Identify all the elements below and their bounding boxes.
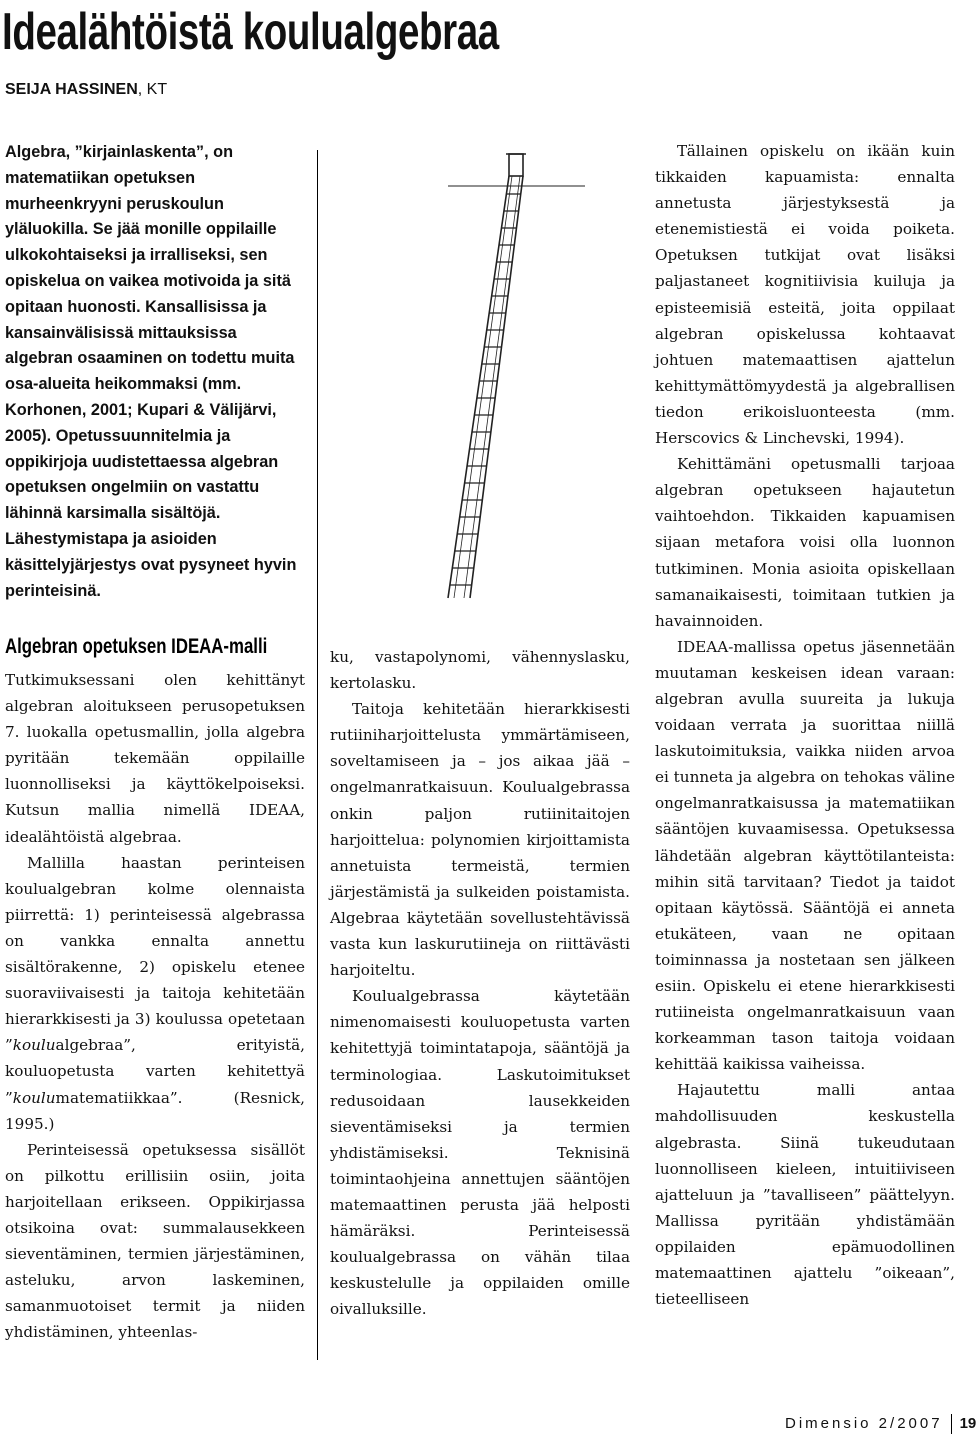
article-lead: [5, 140, 305, 604]
body-column-3: [655, 138, 955, 1312]
text-run: matematiikkaa”. (Resnick, 1995.): [5, 1088, 305, 1133]
paragraph: IDEAA-mallissa opetus jäsennetään muutaman keskeisen idean varaan: algebran avulla suureita ja lukuja voidaan verrata ja suorittaa niillä laskutoimituksia, vaikka niiden arvoa ei tunneta ja algebra on tehokas väline ongelmanratkaisussa ja matematiikan sääntöjen kuvaamisessa. Opetuksessa lähdetään algebran käyttötilanteista: mihin sitä tarvitaan? Tiedot ja taidot opitaan käytössä. Sääntöjä ei anneta etukäteen, vaan ne opitaan toiminnassa ja nostetaan sen jälkeen esiin. Opiskelu ei etene hierarkkisesti rutiineista ongelmanratkaisuun vaan korkeamman tason taitoja voidaan kehittää kaikissa vaiheissa.: [655, 637, 955, 1074]
text-run: Mallilla haastan perinteisen koulualgebran kolme olennaista piirrettä: 1) perinteisessä algebrassa on vankka ennalta annettu sisältörakenne, 2) opiskelu etenee suoraviivaisesti ja taitoja kehitetään hierarkkisesti ja 3) koulussa opetetaan ”: [5, 853, 305, 1055]
italic-text: koulu: [12, 1088, 56, 1107]
paragraph: [5, 850, 305, 1137]
footer-divider: [951, 1414, 952, 1434]
page-footer: [785, 1414, 976, 1436]
italic-text: koulu: [12, 1036, 56, 1055]
paragraph: Kehittämäni opetusmalli tarjoaa algebran opetukseen hajautetun vaihtoehdon. Tikkaiden kapuamisen sijaan metafora voisi olla luonnon tutkiminen. Monia asioita opiskellaan samanaikaisesti, toimitaan tutkien ja havainnoiden.: [655, 455, 955, 630]
text-run: algebraa”, erityistä, kouluopetusta varten kehitettyä ”: [5, 1036, 305, 1107]
paragraph: Tutkimuksessani olen kehittänyt algebran aloitukseen perusopetuksen 7. luokalla opetusmallin, jolla algebra pyritään tekemään oppilaille luonnolliseksi ja käyttökelpoiseksi. Kutsun mallia nimellä IDEAA, idealähtöistä algebraa.: [5, 671, 305, 846]
ladder-illustration: [420, 148, 620, 608]
author-byline: [5, 80, 167, 100]
paragraph: Koulualgebrassa käytetään nimenomaisesti kouluopetusta varten kehitettyjä toimintatapoja, sääntöjä ja terminologiaa. Laskutoimitukset redusoidaan lausekkeiden sieventämiseksi ja termien yhdistämiseksi. Teknisinä toimintaohjeina annettujen sääntöjen matemaattinen perusta jää helposti hämäräksi. Perinteisessä koulualgebrassa on vähän tilaa keskustelulle ja oppilaiden omille oivalluksille.: [330, 987, 630, 1319]
lead-paragraph: Algebra, ”kirjainlaskenta”, on matematiikan opetuksen murheenkryyni peruskoulun yläluokilla. Se jää monille oppilaille ulkokohtaiseksi ja irralliseksi, sen opiskelua on vaikea motivoida ja sitä opitaan huonosti. Kansallisissa ja kansainvälisissä mittauksissa algebran osaaminen on todettu muita osa-alueita heikommaksi (mm. Korhonen, 2001; Kupari & Välijärvi, 2005). Opetussuunnitelmia ja oppikirjoja uudistettaessa algebran opetuksen ongelmiin on vastattu lähinnä karsimalla sisältöjä. Lähestymistapa ja asioiden käsittelyjärjestys ovat pysyneet hyvin perinteisinä.: [5, 143, 297, 600]
article-title: Idealähtöistä koulualgebraa: [2, 3, 499, 61]
body-column-1: [5, 667, 305, 1345]
paragraph: Hajautettu malli antaa mahdollisuuden keskustella algebrasta. Siinä tukeudutaan luonnolliseen kieleen, intuitiiviseen ajatteluun ja ”tavalliseen” päättelyyn. Mallissa pyritään yhdistämään oppilaiden epämuodollinen matemaattinen ajattelu ”oikeaan”, tieteelliseen: [655, 1081, 955, 1309]
section-subheading: Algebran opetuksen IDEAA-malli: [5, 635, 268, 658]
author-degree: , KT: [137, 81, 168, 98]
body-column-2: [330, 644, 630, 1322]
paragraph: Tällainen opiskelu on ikään kuin tikkaiden kapuamista: ennalta annetusta järjestyksestä ja etenemistiestä ei voida poiketa. Opetuksen tutkijat ovat lisäksi paljastaneet kognitiivisia kuiluja ja episteemisiä esteitä, joita oppilaat algebran opiskelussa kohtaavat johtuen matemaattisen ajattelun kehittymättömyydestä ja algebrallisen tiedon erikoisluonteesta (mm. Herscovics & Linchevski, 1994).: [655, 142, 955, 448]
column-divider: [317, 150, 318, 1360]
author-name: SEIJA HASSINEN: [5, 81, 138, 98]
magazine-issue: Dimensio 2/2007: [785, 1415, 943, 1432]
paragraph: Perinteisessä opetuksessa sisällöt on pilkottu erillisiin osiin, joita harjoitellaan erikseen. Oppikirjassa otsikoina ovat: summalausekkeen sieventäminen, termien järjestäminen, asteluku, arvon laskeminen, samanmuotoiset termit ja niiden yhdistäminen, yhteenlas-: [5, 1140, 305, 1342]
page-number: 19: [959, 1415, 976, 1432]
paragraph: ku, vastapolynomi, vähennyslasku, kertolasku.: [330, 648, 630, 693]
paragraph: Taitoja kehitetään hierarkkisesti rutiiniharjoittelusta ymmärtämiseen, soveltamiseen ja – jos aikaa jää – ongelmanratkaisuun. Koulualgebrassa onkin paljon rutiinitaitojen harjoittelua: polynomien kirjoittamista annetuista termeistä, termien järjestämistä ja sulkeiden poistamista. Algebraa käytetään sovellustehtävissä vasta kun laskurutiineja on riittävästi harjoiteltu.: [330, 700, 630, 980]
